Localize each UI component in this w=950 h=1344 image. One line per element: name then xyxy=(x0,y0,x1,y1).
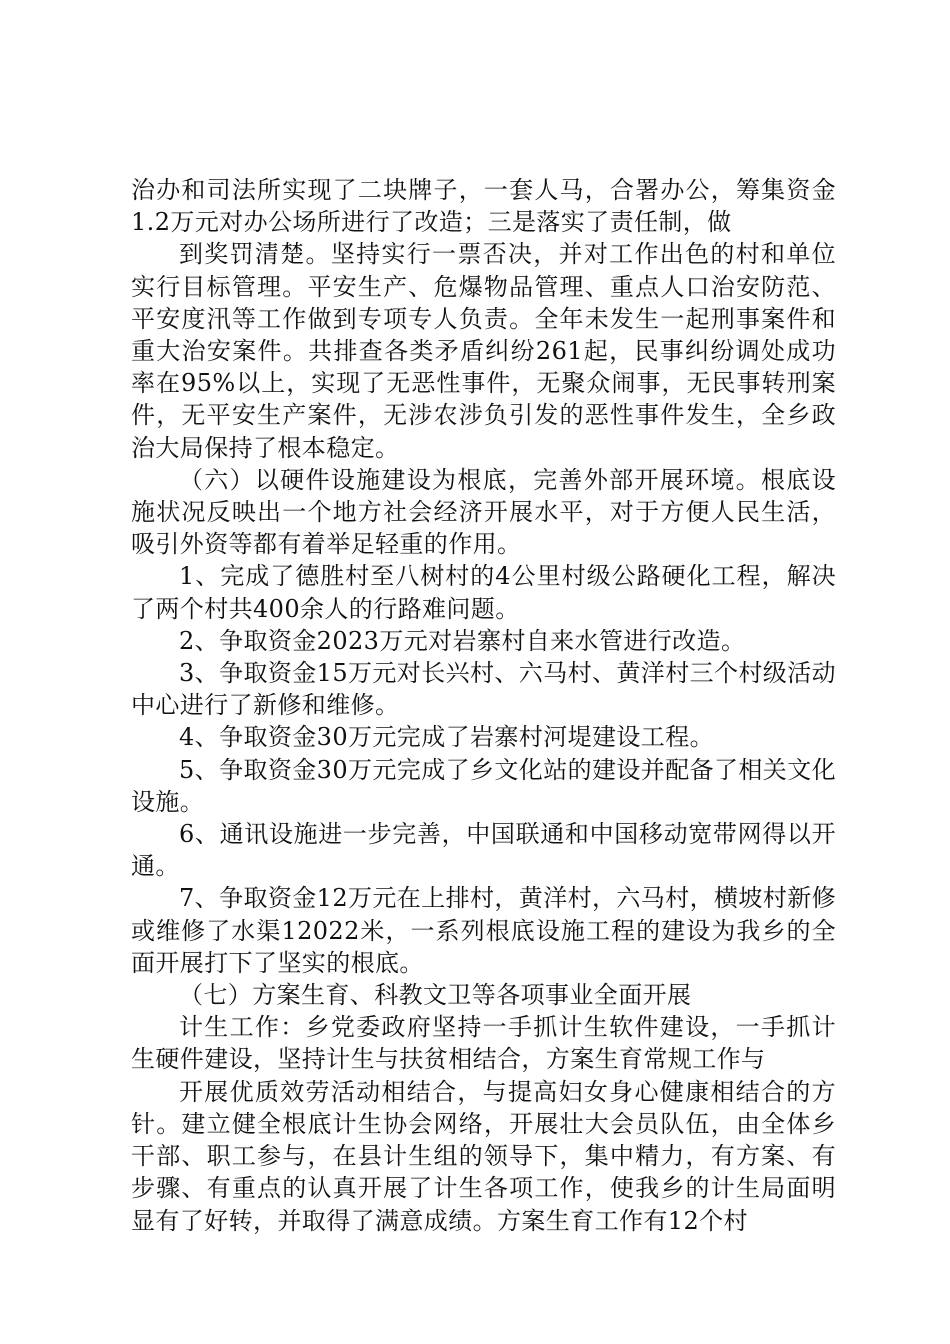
paragraph-13: 开展优质效劳活动相结合，与提高妇女身心健康相结合的方针。建立健全根底计生协会网络，开展壮大会员队伍，由全体乡干部、职工参与，在县计生组的领导下，集中精力，有方案、有步骤、有重点的认真开展了计生各项工作，使我乡的计生局面明显有了好转，并取得了满意成绩。方案生育工作有12个村 xyxy=(131,1077,836,1235)
document-body xyxy=(131,174,836,1237)
paragraph-5: 2、争取资金2023万元对岩寨村自来水管进行改造。 xyxy=(179,626,746,655)
paragraph-7: 4、争取资金30万元完成了岩寨村河堤建设工程。 xyxy=(179,723,715,752)
paragraph-11: （七）方案生育、科教文卫等各项事业全面开展 xyxy=(179,981,692,1010)
paragraph-6: 3、争取资金15万元对长兴村、六马村、黄洋村三个村级活动中心进行了新修和维修。 xyxy=(131,659,837,720)
paragraph-8: 5、争取资金30万元完成了乡文化站的建设并配备了相关文化设施。 xyxy=(131,755,837,816)
paragraph-10: 7、争取资金12万元在上排村，黄洋村，六马村，横坡村新修或维修了水渠12022米，一系列根底设施工程的建设为我乡的全面开展打下了坚实的根底。 xyxy=(131,884,837,977)
paragraph-2: 到奖罚清楚。坚持实行一票否决，并对工作出色的村和单位实行目标管理。平安生产、危爆物品管理、重点人口治安防范、平安度汛等工作做到专项专人负责。全年未发生一起刑事案件和重大治安案件。共排查各类矛盾纠纷261起，民事纠纷调处成功率在95%以上，实现了无恶性事件，无聚众闹事，无民事转刑案件，无平安生产案件，无涉农涉负引发的恶性事件发生，全乡政治大局保持了根本稳定。 xyxy=(131,240,836,462)
paragraph-4: 1、完成了德胜村至八树村的4公里村级公路硬化工程，解决了两个村共400余人的行路难问题。 xyxy=(131,562,836,623)
paragraph-12: 计生工作：乡党委政府坚持一手抓计生软件建设，一手抓计生硬件建设，坚持计生与扶贫相结合，方案生育常规工作与 xyxy=(131,1013,836,1074)
paragraph-1: 治办和司法所实现了二块牌子，一套人马，合署办公，筹集资金1.2万元对办公场所进行了改造；三是落实了责任制，做 xyxy=(131,176,836,237)
paragraph-3: （六）以硬件设施建设为根底，完善外部开展环境。根底设施状况反映出一个地方社会经济开展水平，对于方便人民生活，吸引外资等都有着举足轻重的作用。 xyxy=(131,465,836,559)
paragraph-9: 6、通讯设施进一步完善，中国联通和中国移动宽带网得以开通。 xyxy=(131,820,836,881)
